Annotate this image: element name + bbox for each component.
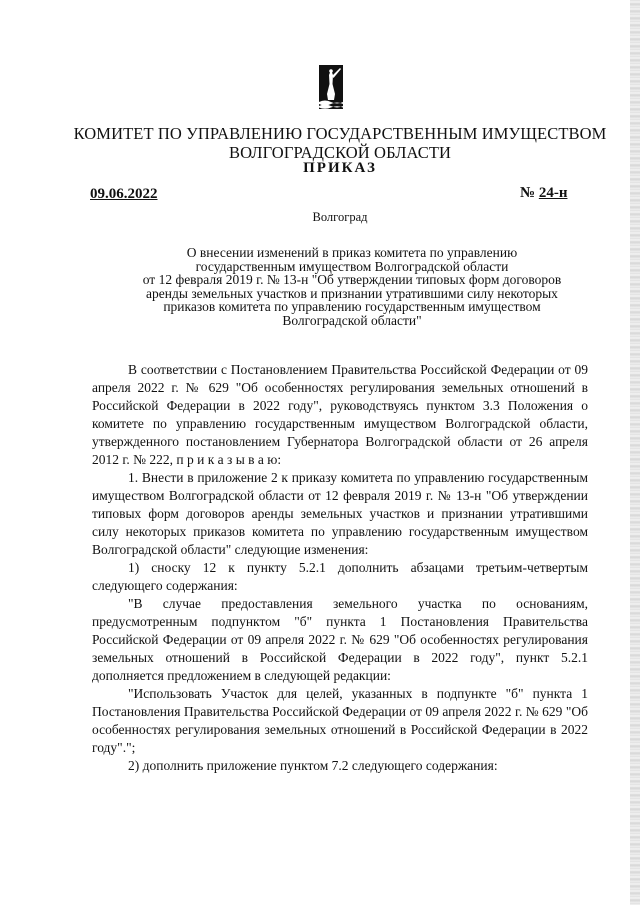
body-paragraph: "В случае предоставления земельного участка по основаниям, предусмотренным подпунктом "б" пункта 1 Постановления Правительства Российской Федерации от 09 апреля 2022 г. № 629 "Об особенностях регулирования земельных отношений в Российской Федерации в 2022 году", пункт 5.2.1 дополняется предложением в следующей редакции:: [92, 596, 588, 683]
number-sign: №: [520, 185, 536, 201]
subject-line: аренды земельных участков и признании утратившими силу некоторых: [146, 285, 558, 301]
body-paragraph: "Использовать Участок для целей, указанных в подпункте "б" пункта 1 Постановления Правительства Российской Федерации от 09 апреля 2022 г. № 629 "Об особенностях регулирования земельных отношений в Российской Федерации в 2022 году".";: [92, 686, 588, 755]
subject-line: от 12 февраля 2019 г. № 13-н "Об утверждении типовых форм договоров: [142, 272, 562, 287]
document-type: ПРИКАЗ: [303, 160, 377, 176]
city-name: Волгоград: [312, 210, 368, 224]
document-body: [92, 361, 588, 775]
volgograd-motherland-monument-icon: [316, 62, 346, 114]
document-date: 09.06.2022: [90, 186, 158, 202]
body-paragraph: 1. Внести в приложение 2 к приказу комитета по управлению государственным имуществом Волгоградской области от 12 февраля 2019 г. № 13-н "Об утверждении типовых форм договоров аренды земельных участков и признании утратившими силу некоторых приказов комитета по управлению государственным имуществом Волгоградской области" следующие изменения:: [92, 470, 588, 557]
scan-edge-artifact: [630, 0, 640, 905]
document-subject: [92, 246, 612, 327]
body-paragraph: В соответствии с Постановлением Правительства Российской Федерации от 09 апреля 2022 г. № 629 "Об особенностях регулирования земельных отношений в Российской Федерации в 2022 году", руководствуясь пунктом 3.3 Положения о комитете по управлению государственным имуществом Волгоградской области, утвержденного постановлением Губернатора Волгоградской области от 26 апреля 2012 г. № 222, п р и к а з ы в а ю:: [92, 362, 588, 467]
body-paragraph: 2) дополнить приложение пунктом 7.2 следующего содержания:: [128, 758, 498, 773]
subject-line: государственным имуществом Волгоградской области: [195, 258, 509, 274]
committee-line: КОМИТЕТ ПО УПРАВЛЕНИЮ ГОСУДАРСТВЕННЫМ ИМУЩЕСТВОМ: [73, 124, 607, 143]
document-number: [520, 185, 567, 202]
subject-line: приказов комитета по управлению государственным имуществом: [163, 299, 541, 314]
body-paragraph: 1) сноску 12 к пункту 5.2.1 дополнить абзацами третьим-четвертым следующего содержания:: [92, 560, 588, 593]
number-value: 24-н: [538, 185, 568, 201]
committee-name: [60, 124, 620, 162]
subject-line: О внесении изменений в приказ комитета по управлению: [186, 245, 518, 260]
subject-line: Волгоградской области": [282, 312, 422, 328]
committee-line: ВОЛГОГРАДСКОЙ ОБЛАСТИ: [228, 143, 452, 162]
